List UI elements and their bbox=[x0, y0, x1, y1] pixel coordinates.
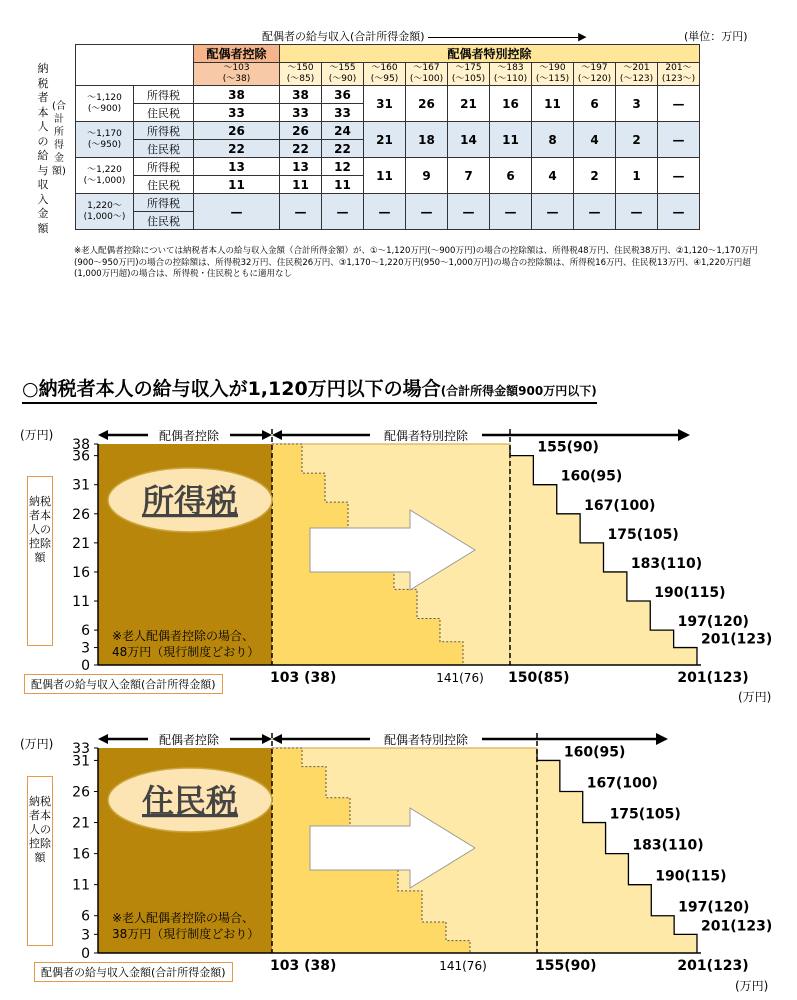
cell-value: 38 bbox=[194, 86, 280, 104]
subcol-header: ～103 (～38) bbox=[194, 63, 280, 86]
cell-value: — bbox=[574, 194, 616, 230]
y-tick-label: 26 bbox=[72, 506, 90, 523]
cell-value: — bbox=[364, 194, 406, 230]
subcol-header: ～150 (～85) bbox=[280, 63, 322, 86]
arrow-head bbox=[678, 429, 690, 441]
cell-value: 11 bbox=[364, 158, 406, 194]
y-tick-label: 11 bbox=[72, 594, 90, 611]
x-label-141: 141(76) bbox=[439, 959, 487, 973]
x-label-103: 103 (38) bbox=[270, 958, 337, 973]
cell-value: 21 bbox=[364, 122, 406, 158]
section-title: ○納税者本人の給与収入が1,120万円以下の場合(合計所得金額900万円以下) bbox=[22, 374, 597, 404]
table-corner bbox=[76, 45, 194, 86]
step-label: 201(123) bbox=[701, 918, 773, 935]
step-label: 201(123) bbox=[701, 631, 773, 648]
subcol-header: ～155 (～90) bbox=[322, 63, 364, 86]
cell-value: — bbox=[322, 194, 364, 230]
y-tick-label: 0 bbox=[81, 658, 90, 674]
y-tick-label: 21 bbox=[72, 535, 90, 552]
cell-value: 11 bbox=[490, 122, 532, 158]
old-spouse-note: ※老人配偶者控除の場合、 bbox=[112, 911, 255, 925]
row-tax-label: 住民税 bbox=[134, 176, 194, 194]
subcol-header: ～175 (～105) bbox=[448, 63, 490, 86]
cell-value: 31 bbox=[364, 86, 406, 122]
cell-value: 26 bbox=[406, 86, 448, 122]
old-spouse-note: 38万円（現行制度どおり） bbox=[112, 927, 260, 941]
cell-value: 33 bbox=[280, 104, 322, 122]
y-tick-label: 38 bbox=[72, 437, 90, 453]
cell-value: — bbox=[448, 194, 490, 230]
chart-juminzei bbox=[0, 728, 797, 973]
chart1-unit-x: (万円) bbox=[738, 690, 772, 704]
y-tick-label: 21 bbox=[72, 815, 90, 832]
cell-value: — bbox=[194, 194, 280, 230]
cell-value: 11 bbox=[322, 176, 364, 194]
step-label: 197(120) bbox=[677, 614, 749, 631]
table-vertical-sub: (合計所得金額) bbox=[52, 101, 66, 177]
step-label: 175(105) bbox=[607, 526, 679, 543]
row-tax-label: 住民税 bbox=[134, 104, 194, 122]
arrow-head bbox=[262, 734, 272, 744]
step-label: 155(90) bbox=[537, 439, 599, 456]
cell-value: 26 bbox=[280, 122, 322, 140]
row-tax-label: 所得税 bbox=[134, 194, 194, 212]
y-tick-label: 6 bbox=[81, 908, 90, 925]
x-label-141: 141(76) bbox=[436, 671, 484, 685]
cell-value: 21 bbox=[448, 86, 490, 122]
cell-value: 16 bbox=[490, 86, 532, 122]
cell-value: — bbox=[658, 122, 700, 158]
cell-value: 26 bbox=[194, 122, 280, 140]
y-tick-label: 16 bbox=[72, 846, 90, 863]
row-tax-label: 所得税 bbox=[134, 86, 194, 104]
row-income-label: 1,220～ (1,000～) bbox=[76, 194, 134, 230]
subcol-header: 201～ (123～) bbox=[658, 63, 700, 86]
subcol-header: ～160 (～95) bbox=[364, 63, 406, 86]
row-tax-label: 住民税 bbox=[134, 140, 194, 158]
y-tick-label: 3 bbox=[81, 640, 90, 657]
table-header-note: 配偶者の給与収入(合計所得金額) ▶ bbox=[262, 30, 587, 43]
subcol-header: ～183 (～110) bbox=[490, 63, 532, 86]
row-tax-label: 住民税 bbox=[134, 212, 194, 230]
cell-value: 1 bbox=[616, 158, 658, 194]
arrow-head bbox=[656, 733, 668, 745]
step-label: 160(95) bbox=[560, 468, 623, 485]
arrow-head bbox=[98, 430, 108, 440]
arrow-tokubetsu-label: 配偶者特別控除 bbox=[383, 733, 469, 747]
x-label-103: 103 (38) bbox=[270, 670, 337, 686]
y-tick-label: 33 bbox=[72, 741, 90, 757]
cell-value: 33 bbox=[322, 104, 364, 122]
cell-value: 4 bbox=[532, 158, 574, 194]
row-tax-label: 所得税 bbox=[134, 122, 194, 140]
row-income-label: ～1,220 (～1,000) bbox=[76, 158, 134, 194]
cell-value: 2 bbox=[616, 122, 658, 158]
chart2-xlabel: 配偶者の給与収入金額(合計所得金額) bbox=[34, 962, 233, 982]
cell-value: 6 bbox=[574, 86, 616, 122]
deduction-table bbox=[75, 44, 700, 230]
arrow-tokubetsu-label: 配偶者特別控除 bbox=[383, 429, 469, 443]
cell-value: 8 bbox=[532, 122, 574, 158]
cell-value: 33 bbox=[194, 104, 280, 122]
x-label-201: 201(123) bbox=[677, 670, 749, 686]
cell-value: — bbox=[658, 158, 700, 194]
arrow-haigu-label: 配偶者控除 bbox=[158, 429, 220, 443]
y-tick-label: 6 bbox=[81, 623, 90, 640]
step-label: 167(100) bbox=[586, 775, 658, 792]
row-income-label: ～1,170 (～950) bbox=[76, 122, 134, 158]
y-tick-label: 3 bbox=[81, 927, 90, 944]
cell-value: 22 bbox=[322, 140, 364, 158]
chart1-xlabel: 配偶者の給与収入金額(合計所得金額) bbox=[24, 674, 223, 694]
step-label: 183(110) bbox=[632, 837, 704, 854]
cell-value: 13 bbox=[194, 158, 280, 176]
chart-title: 所得税 bbox=[141, 482, 239, 520]
cell-value: 18 bbox=[406, 122, 448, 158]
cell-value: 6 bbox=[490, 158, 532, 194]
subcol-header: ～167 (～100) bbox=[406, 63, 448, 86]
arrow-head bbox=[262, 430, 272, 440]
cell-value: 11 bbox=[532, 86, 574, 122]
cell-value: 11 bbox=[194, 176, 280, 194]
y-tick-label: 31 bbox=[72, 477, 90, 494]
chart2-ylabel: 納税者本人の控除額 bbox=[27, 776, 53, 946]
chart2-unit-x: (万円) bbox=[735, 979, 769, 993]
arrow-haigu-label: 配偶者控除 bbox=[158, 733, 220, 747]
cell-value: 38 bbox=[280, 86, 322, 104]
chart-title: 住民税 bbox=[141, 782, 239, 820]
step-label: 183(110) bbox=[630, 555, 703, 572]
table-footnote: ※老人配偶者控除については納税者本人の給与収入金額（合計所得金額）が、①～1,120万円(～900万円)の場合の控除額は、所得税48万円、住民税38万円、②1,120～1,170万円(900～950万円)の場合の控除額は、所得税32万円、住民税26万円、③1,170～1,220万円(950～1,000万円)の場合の控除額は、所得税16万円、住民税13万円、④1,220万円超(1,000万円超)の場合は、所得税・住民税ともに適用なし bbox=[74, 246, 758, 279]
cell-value: 11 bbox=[280, 176, 322, 194]
chart1-unit-y: (万円) bbox=[20, 428, 54, 442]
step-label: 167(100) bbox=[584, 497, 656, 514]
chart2-unit-y: (万円) bbox=[20, 737, 54, 751]
col-haigu: 配偶者控除 bbox=[194, 45, 280, 63]
step-label: 190(115) bbox=[655, 868, 727, 885]
y-tick-label: 36 bbox=[72, 448, 90, 465]
cell-value: 9 bbox=[406, 158, 448, 194]
arrow-head bbox=[98, 734, 108, 744]
cell-value: 7 bbox=[448, 158, 490, 194]
subcol-header: ～197 (～120) bbox=[574, 63, 616, 86]
arrow-head bbox=[272, 430, 282, 440]
cell-value: 4 bbox=[574, 122, 616, 158]
cell-value: — bbox=[658, 194, 700, 230]
y-tick-label: 16 bbox=[72, 564, 90, 581]
row-tax-label: 所得税 bbox=[134, 158, 194, 176]
old-spouse-note: ※老人配偶者控除の場合、 bbox=[112, 629, 255, 643]
table-vertical-label: 納税者本人の給与収入金額 bbox=[37, 62, 49, 235]
cell-value: — bbox=[658, 86, 700, 122]
y-tick-label: 0 bbox=[81, 946, 90, 962]
x-label-201: 201(123) bbox=[677, 958, 749, 973]
cell-value: — bbox=[616, 194, 658, 230]
table-unit: (単位：万円) bbox=[684, 30, 748, 43]
y-tick-label: 31 bbox=[72, 753, 90, 770]
y-tick-label: 11 bbox=[72, 877, 90, 894]
chart1-ylabel: 納税者本人の控除額 bbox=[27, 476, 53, 646]
cell-value: 22 bbox=[194, 140, 280, 158]
cell-value: 36 bbox=[322, 86, 364, 104]
cell-value: — bbox=[490, 194, 532, 230]
cell-value: — bbox=[532, 194, 574, 230]
row-income-label: ～1,120 (～900) bbox=[76, 86, 134, 122]
cell-value: 3 bbox=[616, 86, 658, 122]
cell-value: 2 bbox=[574, 158, 616, 194]
x-label-mid: 150(85) bbox=[508, 670, 570, 686]
subcol-header: ～190 (～115) bbox=[532, 63, 574, 86]
cell-value: 14 bbox=[448, 122, 490, 158]
step-label: 190(115) bbox=[654, 585, 726, 602]
cell-value: 12 bbox=[322, 158, 364, 176]
y-tick-label: 26 bbox=[72, 784, 90, 801]
cell-value: — bbox=[406, 194, 448, 230]
old-spouse-note: 48万円（現行制度どおり） bbox=[112, 645, 260, 659]
cell-value: 24 bbox=[322, 122, 364, 140]
cell-value: — bbox=[280, 194, 322, 230]
subcol-header: ～201 (～123) bbox=[616, 63, 658, 86]
step-label: 197(120) bbox=[678, 899, 750, 916]
step-label: 175(105) bbox=[609, 806, 681, 823]
cell-value: 13 bbox=[280, 158, 322, 176]
chart-shotokuzei bbox=[0, 420, 797, 700]
cell-value: 22 bbox=[280, 140, 322, 158]
arrow-head bbox=[272, 734, 282, 744]
step-label: 160(95) bbox=[563, 744, 626, 761]
x-label-mid: 155(90) bbox=[535, 958, 597, 973]
col-tokubetsu: 配偶者特別控除 bbox=[280, 45, 700, 63]
